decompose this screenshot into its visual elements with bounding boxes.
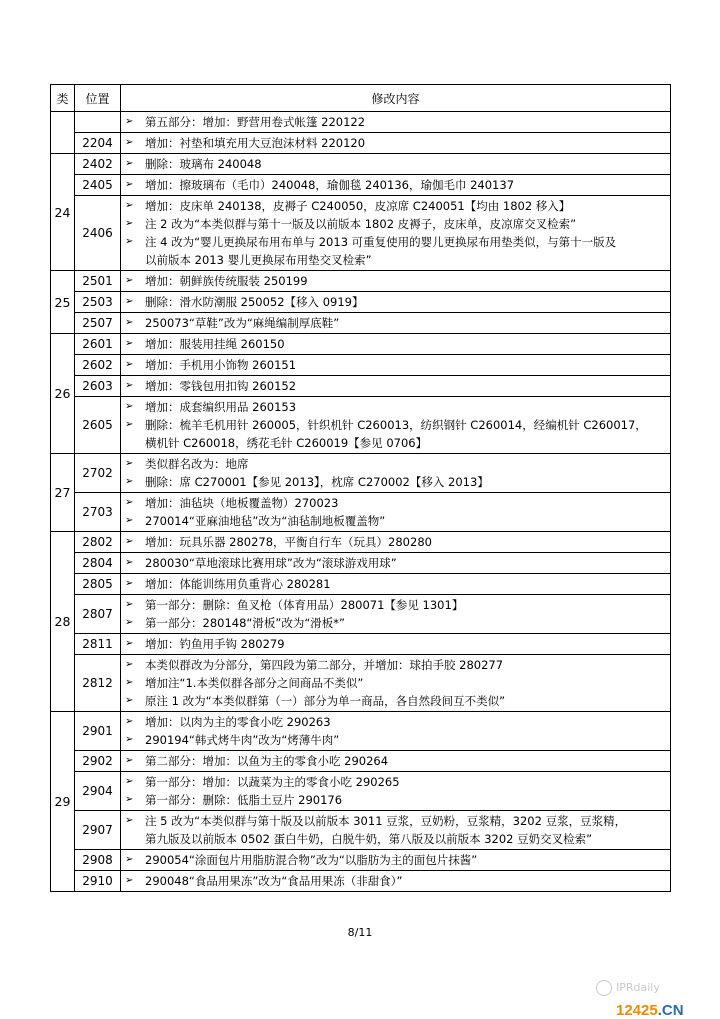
content-cell [121, 811, 671, 850]
table-row [51, 493, 671, 532]
content-text: 原注 1 改为“本类似群第（一）部分为单一商品，各自然段间互不类似” [145, 694, 506, 708]
position-cell: 2811 [75, 634, 121, 655]
content-item [125, 773, 666, 791]
content-cell [121, 493, 671, 532]
content-cell [121, 133, 671, 154]
content-cell [121, 271, 671, 292]
content-cell [121, 154, 671, 175]
content-text: 增加：皮床单 240138，皮褥子 C240050，皮凉席 C240051【均由 1802 移入】 [145, 199, 571, 213]
content-item [125, 155, 666, 173]
position-cell: 2910 [75, 871, 121, 892]
content-cell [121, 850, 671, 871]
position-cell: 2605 [75, 397, 121, 454]
content-text: 第五部分：增加：野营用卷式帐篷 220122 [145, 115, 366, 129]
content-text: 第一部分：删除：鱼叉枪（体育用品）280071【参见 1301】 [145, 598, 464, 612]
table-header-row [51, 85, 671, 112]
position-cell: 2501 [75, 271, 121, 292]
arrow-bullet-icon: ➢ [125, 734, 134, 745]
arrow-bullet-icon: ➢ [125, 557, 134, 568]
content-cell [121, 595, 671, 634]
arrow-bullet-icon: ➢ [125, 854, 134, 865]
table-row [51, 655, 671, 712]
content-text: 类似群名改为：地席 [145, 457, 249, 471]
position-cell: 2703 [75, 493, 121, 532]
header-category: 类 [51, 85, 75, 112]
content-text: 增加：零钱包用扣钩 260152 [145, 379, 297, 393]
position-cell [75, 112, 121, 133]
arrow-bullet-icon: ➢ [125, 116, 134, 127]
arrow-bullet-icon: ➢ [125, 515, 134, 526]
position-cell: 2402 [75, 154, 121, 175]
content-item [125, 233, 666, 251]
arrow-bullet-icon: ➢ [125, 179, 134, 190]
arrow-bullet-icon: ➢ [125, 137, 134, 148]
arrow-bullet-icon: ➢ [125, 617, 134, 628]
content-cell [121, 355, 671, 376]
table-row [51, 112, 671, 133]
arrow-bullet-icon: ➢ [125, 578, 134, 589]
content-text: 增加：玩具乐器 280278，平衡自行车（玩具）280280 [145, 535, 432, 549]
table-body [51, 112, 671, 892]
content-text: 第一部分：增加：以蔬菜为主的零食小吃 290265 [145, 775, 400, 789]
content-cell [121, 112, 671, 133]
content-cell [121, 175, 671, 196]
arrow-bullet-icon: ➢ [125, 158, 134, 169]
position-cell: 2603 [75, 376, 121, 397]
content-item [125, 692, 666, 710]
table-row [51, 871, 671, 892]
content-text: 增加：朝鲜族传统服装 250199 [145, 274, 308, 288]
table-row [51, 850, 671, 871]
header-position: 位置 [75, 85, 121, 112]
page-sheet [50, 84, 670, 892]
table-row [51, 313, 671, 334]
category-cell [51, 112, 75, 154]
arrow-bullet-icon: ➢ [125, 275, 134, 286]
table-row [51, 553, 671, 574]
content-text: 注 4 改为“婴儿更换尿布用布单与 2013 可重复使用的婴儿更换尿布用垫类似，与第十一版及 [145, 235, 617, 249]
content-item [125, 377, 666, 395]
arrow-bullet-icon: ➢ [125, 815, 134, 826]
arrow-bullet-icon: ➢ [125, 677, 134, 688]
content-text: 增加：体能训练用负重背心 280281 [145, 577, 331, 591]
arrow-bullet-icon: ➢ [125, 476, 134, 487]
category-cell: 28 [51, 532, 75, 712]
table-row [51, 196, 671, 271]
content-cell [121, 772, 671, 811]
content-cell [121, 655, 671, 712]
content-text: 增加：衬垫和填充用大豆泡沫材料 220120 [145, 136, 366, 150]
position-cell: 2601 [75, 334, 121, 355]
table-row [51, 271, 671, 292]
watermark [596, 980, 660, 996]
content-text: 增加：成套编织用品 260153 [145, 400, 297, 414]
content-item [125, 176, 666, 194]
content-text-continued: 以前版本 2013 婴儿更换尿布用垫交叉检索” [145, 253, 372, 267]
position-cell: 2503 [75, 292, 121, 313]
table-row [51, 454, 671, 493]
arrow-bullet-icon: ➢ [125, 536, 134, 547]
content-cell [121, 712, 671, 751]
arrow-bullet-icon: ➢ [125, 659, 134, 670]
content-item [125, 575, 666, 593]
arrow-bullet-icon: ➢ [125, 419, 134, 430]
header-content: 修改内容 [121, 85, 671, 112]
table-row [51, 376, 671, 397]
content-text: 注 2 改为“本类似群与第十一版及以前版本 1802 皮褥子，皮床单，皮凉席交叉检索” [145, 217, 577, 231]
table-row [51, 532, 671, 553]
position-cell: 2204 [75, 133, 121, 154]
table-row [51, 334, 671, 355]
content-text: 增加：擦玻璃布（毛巾）240048，瑜伽毯 240136，瑜伽毛巾 240137 [145, 178, 515, 192]
revision-table [50, 84, 671, 892]
arrow-bullet-icon: ➢ [125, 380, 134, 391]
table-row [51, 292, 671, 313]
arrow-bullet-icon: ➢ [125, 755, 134, 766]
content-item [125, 416, 666, 434]
content-item [125, 197, 666, 215]
watermark-text: IPRdaily [616, 981, 660, 994]
content-text: 增加：以肉为主的零食小吃 290263 [145, 715, 331, 729]
position-cell: 2602 [75, 355, 121, 376]
position-cell: 2507 [75, 313, 121, 334]
category-cell: 26 [51, 334, 75, 454]
content-text: 本类似群改为分部分，第四段为第二部分，并增加：球拍手胶 280277 [145, 658, 504, 672]
content-text: 第一部分：删除：低脂土豆片 290176 [145, 793, 343, 807]
arrow-bullet-icon: ➢ [125, 236, 134, 247]
position-cell: 2807 [75, 595, 121, 634]
content-item [125, 713, 666, 731]
table-row [51, 574, 671, 595]
position-cell: 2405 [75, 175, 121, 196]
table-row [51, 811, 671, 850]
content-item [125, 752, 666, 770]
site-logo [616, 1002, 684, 1019]
position-cell: 2802 [75, 532, 121, 553]
content-text: 注 5 改为“本类似群与第十版及以前版本 3011 豆浆，豆奶粉，豆浆精，3202 豆浆，豆浆精， [145, 814, 627, 828]
table-row [51, 712, 671, 751]
position-cell: 2902 [75, 751, 121, 772]
content-text-continued: 横机针 C260018，绣花毛针 C260019【参见 0706】 [145, 436, 428, 450]
content-text: 第一部分：280148“滑板”改为“滑板*” [145, 616, 345, 630]
arrow-bullet-icon: ➢ [125, 458, 134, 469]
category-cell: 24 [51, 154, 75, 271]
position-cell: 2901 [75, 712, 121, 751]
content-item [125, 494, 666, 512]
content-cell [121, 196, 671, 271]
content-item [125, 113, 666, 131]
arrow-bullet-icon: ➢ [125, 638, 134, 649]
content-item [125, 215, 666, 233]
content-item [125, 473, 666, 491]
content-cell [121, 871, 671, 892]
category-cell: 25 [51, 271, 75, 334]
position-cell: 2702 [75, 454, 121, 493]
content-item [125, 791, 666, 809]
arrow-bullet-icon: ➢ [125, 200, 134, 211]
content-text: 290048“食品用果冻”改为“食品用果冻（非甜食）” [145, 874, 403, 888]
content-text: 290194“韩式烤牛肉”改为“烤薄牛肉” [145, 733, 340, 747]
table-row [51, 154, 671, 175]
arrow-bullet-icon: ➢ [125, 599, 134, 610]
content-item [125, 731, 666, 749]
arrow-bullet-icon: ➢ [125, 338, 134, 349]
arrow-bullet-icon: ➢ [125, 218, 134, 229]
arrow-bullet-icon: ➢ [125, 296, 134, 307]
content-cell [121, 292, 671, 313]
content-item [125, 398, 666, 416]
content-item [125, 356, 666, 374]
content-cell [121, 397, 671, 454]
arrow-bullet-icon: ➢ [125, 497, 134, 508]
table-row [51, 355, 671, 376]
position-cell: 2908 [75, 850, 121, 871]
content-item [125, 335, 666, 353]
arrow-bullet-icon: ➢ [125, 359, 134, 370]
position-cell: 2406 [75, 196, 121, 271]
content-item [125, 455, 666, 473]
wechat-icon [596, 980, 612, 996]
content-item [125, 656, 666, 674]
content-item [125, 674, 666, 692]
content-text: 第二部分：增加：以鱼为主的零食小吃 290264 [145, 754, 389, 768]
content-cell [121, 634, 671, 655]
content-item [125, 134, 666, 152]
arrow-bullet-icon: ➢ [125, 875, 134, 886]
content-text: 删除：玻璃布 240048 [145, 157, 262, 171]
content-text: 270014“亚麻油地毡”改为“油毡制地板覆盖物” [145, 514, 386, 528]
table-row [51, 772, 671, 811]
category-cell: 27 [51, 454, 75, 532]
content-item [125, 872, 666, 890]
table-row [51, 397, 671, 454]
position-cell: 2907 [75, 811, 121, 850]
content-cell [121, 532, 671, 553]
content-item [125, 512, 666, 530]
content-item [125, 635, 666, 653]
content-text: 增加注“1.本类似群各部分之间商品不类似” [145, 676, 364, 690]
content-text: 删除：滑水防潮服 250052【移入 0919】 [145, 295, 364, 309]
content-cell [121, 313, 671, 334]
content-text-continued: 第九版及以前版本 0502 蛋白牛奶，白脱牛奶，第八版及以前版本 3202 豆奶交叉检索” [145, 832, 593, 846]
position-cell: 2805 [75, 574, 121, 595]
content-text: 删除：梳羊毛机用针 260005，针织机针 C260013，纺织钢针 C260014，经编机针 C260017， [145, 418, 647, 432]
category-cell: 29 [51, 712, 75, 892]
content-item [125, 851, 666, 869]
arrow-bullet-icon: ➢ [125, 776, 134, 787]
content-item [125, 596, 666, 614]
position-cell: 2904 [75, 772, 121, 811]
content-item [125, 293, 666, 311]
table-row [51, 175, 671, 196]
content-cell [121, 334, 671, 355]
page-number: 8/11 [347, 926, 373, 939]
table-row [51, 595, 671, 634]
content-cell [121, 553, 671, 574]
content-text: 280030“草地滚球比赛用球”改为“滚球游戏用球” [145, 556, 397, 570]
content-item [125, 554, 666, 572]
content-item [125, 533, 666, 551]
content-text: 删除：席 C270001【参见 2013】，枕席 C270002【移入 2013】 [145, 475, 489, 489]
site-logo-main: 12425 [616, 1002, 658, 1019]
content-text: 增加：手机用小饰物 260151 [145, 358, 297, 372]
content-cell [121, 376, 671, 397]
content-text: 增加：油毡块（地板覆盖物）270023 [145, 496, 339, 510]
table-row [51, 751, 671, 772]
arrow-bullet-icon: ➢ [125, 695, 134, 706]
table-row [51, 133, 671, 154]
site-logo-suffix: .CN [657, 1002, 684, 1019]
table-row [51, 634, 671, 655]
content-text: 290054“涂面包片用脂肪混合物”改为“以脂肪为主的面包片抹酱” [145, 853, 478, 867]
content-cell [121, 574, 671, 595]
content-text: 250073“草鞋”改为“麻绳编制厚底鞋” [145, 316, 340, 330]
content-item [125, 272, 666, 290]
content-item [125, 812, 666, 830]
content-cell [121, 751, 671, 772]
content-text: 增加：服装用挂绳 260150 [145, 337, 285, 351]
content-cell [121, 454, 671, 493]
position-cell: 2812 [75, 655, 121, 712]
position-cell: 2804 [75, 553, 121, 574]
content-item [125, 614, 666, 632]
arrow-bullet-icon: ➢ [125, 401, 134, 412]
arrow-bullet-icon: ➢ [125, 794, 134, 805]
arrow-bullet-icon: ➢ [125, 716, 134, 727]
content-text: 增加：钓鱼用手钩 280279 [145, 637, 285, 651]
content-item [125, 314, 666, 332]
arrow-bullet-icon: ➢ [125, 317, 134, 328]
